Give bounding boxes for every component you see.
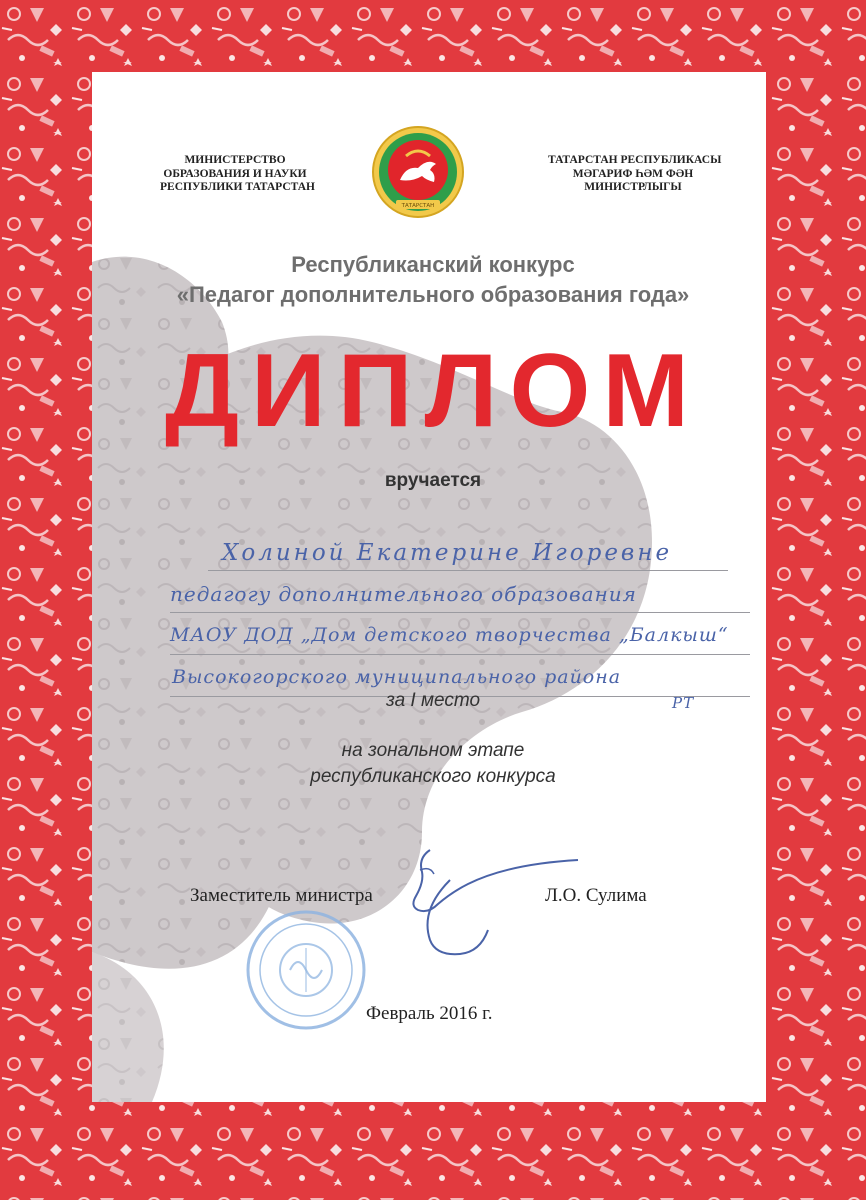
place-label: за I место <box>385 690 481 711</box>
ministry-left-line: МИНИСТЕРСТВО <box>184 154 286 166</box>
recipient-position: педагогу дополнительного образования <box>170 582 637 606</box>
ministry-right-line: ТАТАРСТАН РЕСПУБЛИКАСЫ <box>548 154 722 166</box>
ministry-right-line: МИНИСТРЛЫГЫ <box>584 181 682 193</box>
recipient-district: Высокогорского муниципального района <box>172 666 622 688</box>
fill-line <box>170 654 750 655</box>
recipient-name: Холиной Екатерине Игоревне <box>222 540 673 566</box>
ministry-right-line: МӘГАРИФ ҺӘМ ФӘН <box>572 167 694 180</box>
signature-icon <box>390 840 590 990</box>
signatory-name: Л.О. Сулима <box>545 885 647 906</box>
emblem-icon <box>370 122 466 222</box>
contest-title-line2: «Педагог дополнительного образования года» <box>176 282 690 307</box>
emblem-text: ТАТАРСТАН <box>401 203 435 209</box>
recipient-organization: МАОУ ДОД „Дом детского творчества „Балкыш“ <box>170 624 729 646</box>
stage-line1: на зональном этапе <box>341 740 525 761</box>
ministry-left <box>160 154 315 195</box>
awarded-label: вручается <box>384 470 482 491</box>
issue-date: Февраль 2016 г. <box>366 1003 493 1024</box>
fill-line <box>170 612 750 613</box>
stage-line2: республиканского конкурса <box>310 766 556 787</box>
signatory-title: Заместитель министра <box>190 885 373 906</box>
recipient-region: РТ <box>672 694 695 712</box>
ministry-left-line: ОБРАЗОВАНИЯ И НАУКИ <box>163 167 307 180</box>
ministry-left-line: РЕСПУБЛИКИ ТАТАРСТАН <box>160 181 315 193</box>
stamp-icon <box>242 904 370 1036</box>
fill-line <box>208 570 728 571</box>
diploma-title: ДИПЛОМ <box>164 333 702 449</box>
ministry-right <box>548 154 722 195</box>
contest-title-line1: Республиканский конкурс <box>291 252 575 277</box>
